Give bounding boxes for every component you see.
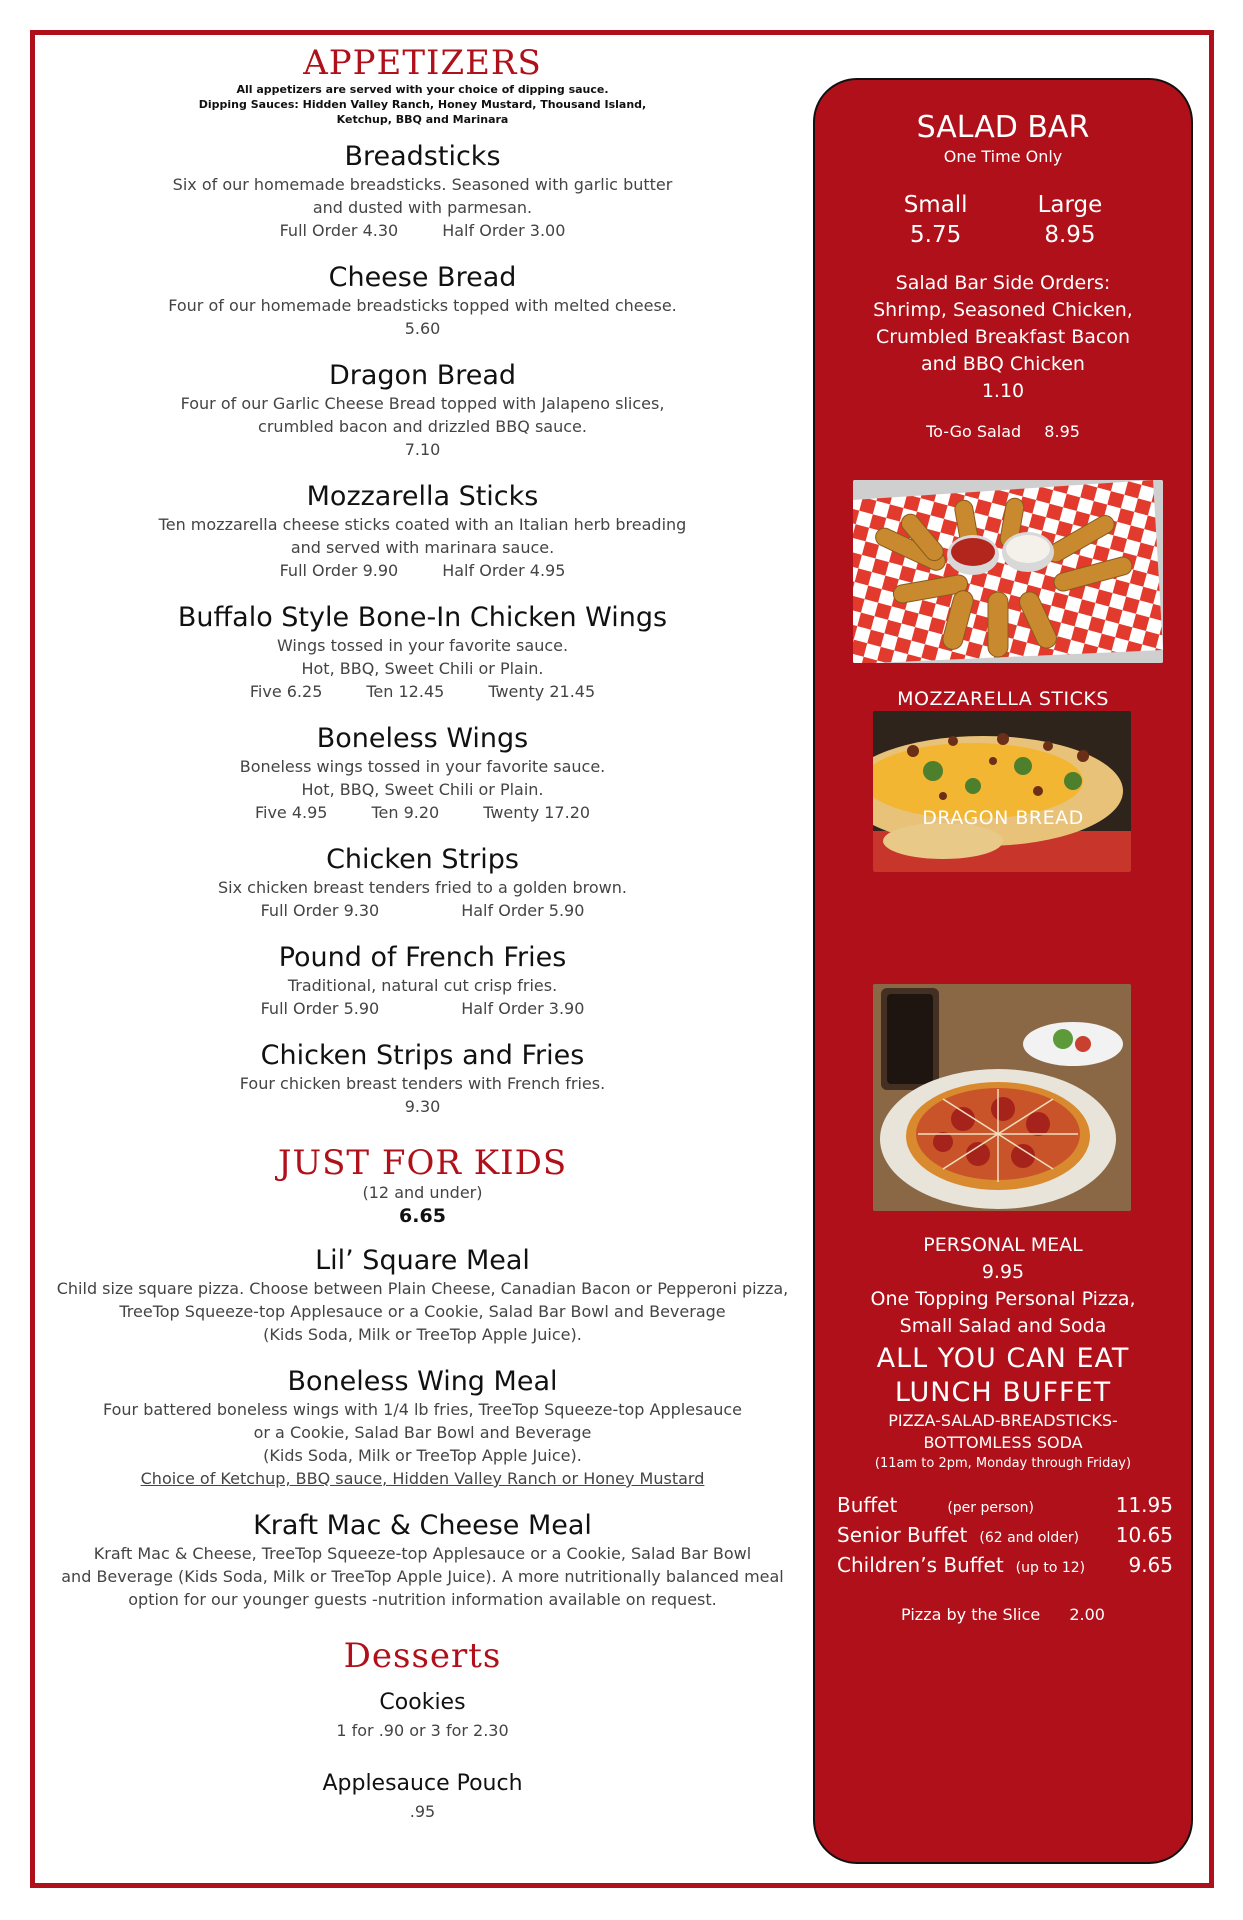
personal-meal-image [873,984,1131,1211]
item-prices [55,801,790,824]
buffet-price: 11.95 [1115,1493,1173,1517]
item-price: 5.60 [404,319,441,338]
item-desc: Four chicken breast tenders with French fries. [239,1074,606,1093]
item-desc: Six chicken breast tenders fried to a golden brown. [218,878,627,897]
appetizers-note [55,82,790,127]
item-desc: Child size square pizza. Choose between Plain Cheese, Canadian Bacon or Pepperoni pizza, [56,1279,789,1298]
buffet-sub-line: BOTTOMLESS SODA [923,1433,1083,1452]
salad-bar-subtitle: One Time Only [943,147,1063,166]
item-name: Kraft Mac & Cheese Meal [253,1510,592,1541]
mozzarella-sticks-photo [853,480,1163,663]
item-price: Half Order 3.90 [461,999,585,1018]
menu-item-applesauce-pouch [55,1768,790,1823]
side-line: Shrimp, Seasoned Chicken, [873,299,1133,321]
menu-item-cookies [55,1687,790,1742]
item-price: 9.30 [404,1097,441,1116]
item-price: Five 6.25 [249,682,323,701]
item-desc: Boneless wings tossed in your favorite sauce. [239,757,606,776]
kids-age: (12 and under) [362,1183,483,1202]
size-price: 5.75 [910,222,962,248]
item-price: Ten 9.20 [371,803,440,822]
slice-label: Pizza by the Slice [901,1605,1041,1624]
item-name: Lil’ Square Meal [315,1245,530,1276]
item-name: Boneless Wings [316,723,529,754]
appetizers-title: APPETIZERS [303,43,542,83]
personal-meal-price: 9.95 [981,1261,1025,1283]
menu-item-boneless-wings [55,723,790,824]
dragon-bread-caption: DRAGON BREAD [922,807,1084,829]
item-desc: Traditional, natural cut crisp fries. [287,976,558,995]
item-prices [55,680,790,703]
buffet-label: Senior Buffet [837,1523,968,1547]
item-prices [55,899,790,922]
item-price: 7.10 [404,440,441,459]
dragon-bread-image [873,711,1131,872]
item-desc: or a Cookie, Salad Bar Bowl and Beverage [253,1423,592,1442]
side-price: 1.10 [981,380,1025,402]
buffet-price: 10.65 [1115,1523,1173,1547]
item-price: Full Order 9.30 [260,901,380,920]
item-name: Boneless Wing Meal [287,1366,558,1397]
item-name: Breadsticks [344,141,501,172]
buffet-row [815,1492,1191,1522]
buffet-title-line: ALL YOU CAN EAT [876,1343,1130,1374]
item-prices [55,559,790,582]
item-price: Half Order 4.95 [442,561,566,580]
menu-item-dragon-bread [55,360,790,461]
dragon-bread-photo [873,711,1131,872]
side-line: Salad Bar Side Orders: [895,272,1111,294]
item-name: Dragon Bread [328,360,517,391]
menu-item-strips-and-fries [55,1040,790,1118]
salad-bar-title: SALAD BAR [916,110,1090,145]
item-desc: Hot, BBQ, Sweet Chili or Plain. [301,780,544,799]
buffet-row [815,1552,1191,1582]
size-label: Small [903,192,968,218]
item-desc: Four of our Garlic Cheese Bread topped with Jalapeno slices, [180,394,665,413]
appetizers-note-line: All appetizers are served with your choice of dipping sauce. [236,83,609,96]
salad-size-large [1038,190,1103,250]
buffet-price-list [815,1492,1191,1582]
item-desc: TreeTop Squeeze-top Applesauce or a Cookie, Salad Bar Bowl and Beverage [119,1302,726,1321]
menu-item-bone-in-wings [55,602,790,703]
item-price: Half Order 5.90 [461,901,585,920]
item-desc: and Beverage (Kids Soda, Milk or TreeTop Apple Juice). A more nutritionally balanced meal [61,1567,784,1586]
item-desc: Kraft Mac & Cheese, TreeTop Squeeze-top Applesauce or a Cookie, Salad Bar Bowl [93,1544,752,1563]
item-price: Ten 12.45 [366,682,445,701]
menu-item-mozzarella-sticks [55,481,790,582]
item-name: Chicken Strips [326,844,519,875]
buffet-row [815,1522,1191,1552]
mozzarella-sticks-caption: MOZZARELLA STICKS [897,688,1109,710]
item-desc: (Kids Soda, Milk or TreeTop Apple Juice). [263,1446,582,1465]
to-go-salad [815,421,1191,443]
menu-item-french-fries [55,942,790,1020]
item-name: Mozzarella Sticks [306,481,539,512]
lunch-buffet-section [815,1342,1191,1626]
buffet-label: Buffet [837,1493,898,1517]
appetizers-note-line: Ketchup, BBQ and Marinara [336,113,509,126]
personal-meal-info [815,1232,1191,1340]
mozzarella-sticks-image [853,480,1163,663]
kids-title: JUST FOR KIDS [277,1143,568,1183]
side-line: Crumbled Breakfast Bacon [875,326,1131,348]
personal-meal-caption: PERSONAL MEAL [923,1234,1083,1256]
salad-size-small [904,190,968,250]
menu-item-mac-cheese-meal [55,1510,790,1611]
item-price: Half Order 3.00 [442,221,566,240]
item-price: 1 for .90 or 3 for 2.30 [336,1721,509,1740]
item-price: .95 [409,1802,436,1821]
item-price: Full Order 5.90 [260,999,380,1018]
size-price: 8.95 [1044,222,1096,248]
menu-item-breadsticks [55,141,790,242]
salad-side-orders [815,270,1191,405]
pizza-by-slice [815,1604,1191,1626]
side-line: and BBQ Chicken [921,353,1085,375]
menu-item-boneless-wing-meal [55,1366,790,1490]
buffet-sub-line: PIZZA-SALAD-BREADSTICKS- [888,1411,1118,1430]
item-price: Twenty 21.45 [488,682,596,701]
personal-meal-line: Small Salad and Soda [899,1315,1107,1337]
item-desc: Four battered boneless wings with 1/4 lb fries, TreeTop Squeeze-top Applesauce [102,1400,743,1419]
item-name: Applesauce Pouch [322,1771,523,1796]
left-menu-column [55,44,790,1823]
right-red-panel [813,78,1193,1864]
personal-meal-line: One Topping Personal Pizza, [870,1288,1136,1310]
menu-item-cheese-bread [55,262,790,340]
to-go-label: To-Go Salad [926,422,1022,441]
appetizers-note-line: Dipping Sauces: Hidden Valley Ranch, Honey Mustard, Thousand Island, [198,98,647,111]
kids-price: 6.65 [399,1205,446,1227]
menu-item-lil-square-meal [55,1245,790,1346]
buffet-label: Children’s Buffet [837,1553,1004,1577]
item-desc: (Kids Soda, Milk or TreeTop Apple Juice). [263,1325,582,1344]
item-price: Twenty 17.20 [483,803,591,822]
item-name: Buffalo Style Bone-In Chicken Wings [177,602,668,633]
item-prices [55,219,790,242]
salad-bar-sizes [815,190,1191,250]
item-name: Cheese Bread [328,262,517,293]
item-name: Chicken Strips and Fries [260,1040,585,1071]
desserts-title: Desserts [343,1636,502,1676]
buffet-hours: (11am to 2pm, Monday through Friday) [874,1456,1132,1471]
item-name: Pound of French Fries [278,942,567,973]
item-desc: Four of our homemade breadsticks topped with melted cheese. [168,296,677,315]
item-name: Cookies [379,1690,466,1715]
size-label: Large [1037,192,1103,218]
item-sauce-choice: Choice of Ketchup, BBQ sauce, Hidden Valley Ranch or Honey Mustard [140,1469,705,1488]
item-price: Five 4.95 [254,803,328,822]
buffet-note: (per person) [947,1500,1034,1516]
item-desc: and served with marinara sauce. [290,538,555,557]
item-desc: option for our younger guests -nutrition information available on request. [128,1590,717,1609]
buffet-note: (up to 12) [1015,1560,1086,1576]
item-price: Full Order 4.30 [279,221,399,240]
item-desc: and dusted with parmesan. [312,198,533,217]
personal-meal-photo [873,984,1131,1211]
slice-price: 2.00 [1069,1605,1105,1624]
item-desc: Ten mozzarella cheese sticks coated with an Italian herb breading [158,515,687,534]
buffet-title-line: LUNCH BUFFET [894,1377,1112,1408]
item-desc: crumbled bacon and drizzled BBQ sauce. [258,417,587,436]
item-desc: Six of our homemade breadsticks. Seasoned with garlic butter [172,175,673,194]
item-desc: Hot, BBQ, Sweet Chili or Plain. [301,659,544,678]
item-price: Full Order 9.90 [279,561,399,580]
buffet-price: 9.65 [1128,1553,1173,1577]
menu-item-chicken-strips [55,844,790,922]
to-go-price: 8.95 [1044,422,1080,441]
buffet-note: (62 and older) [979,1530,1080,1546]
item-prices [55,997,790,1020]
item-desc: Wings tossed in your favorite sauce. [276,636,569,655]
